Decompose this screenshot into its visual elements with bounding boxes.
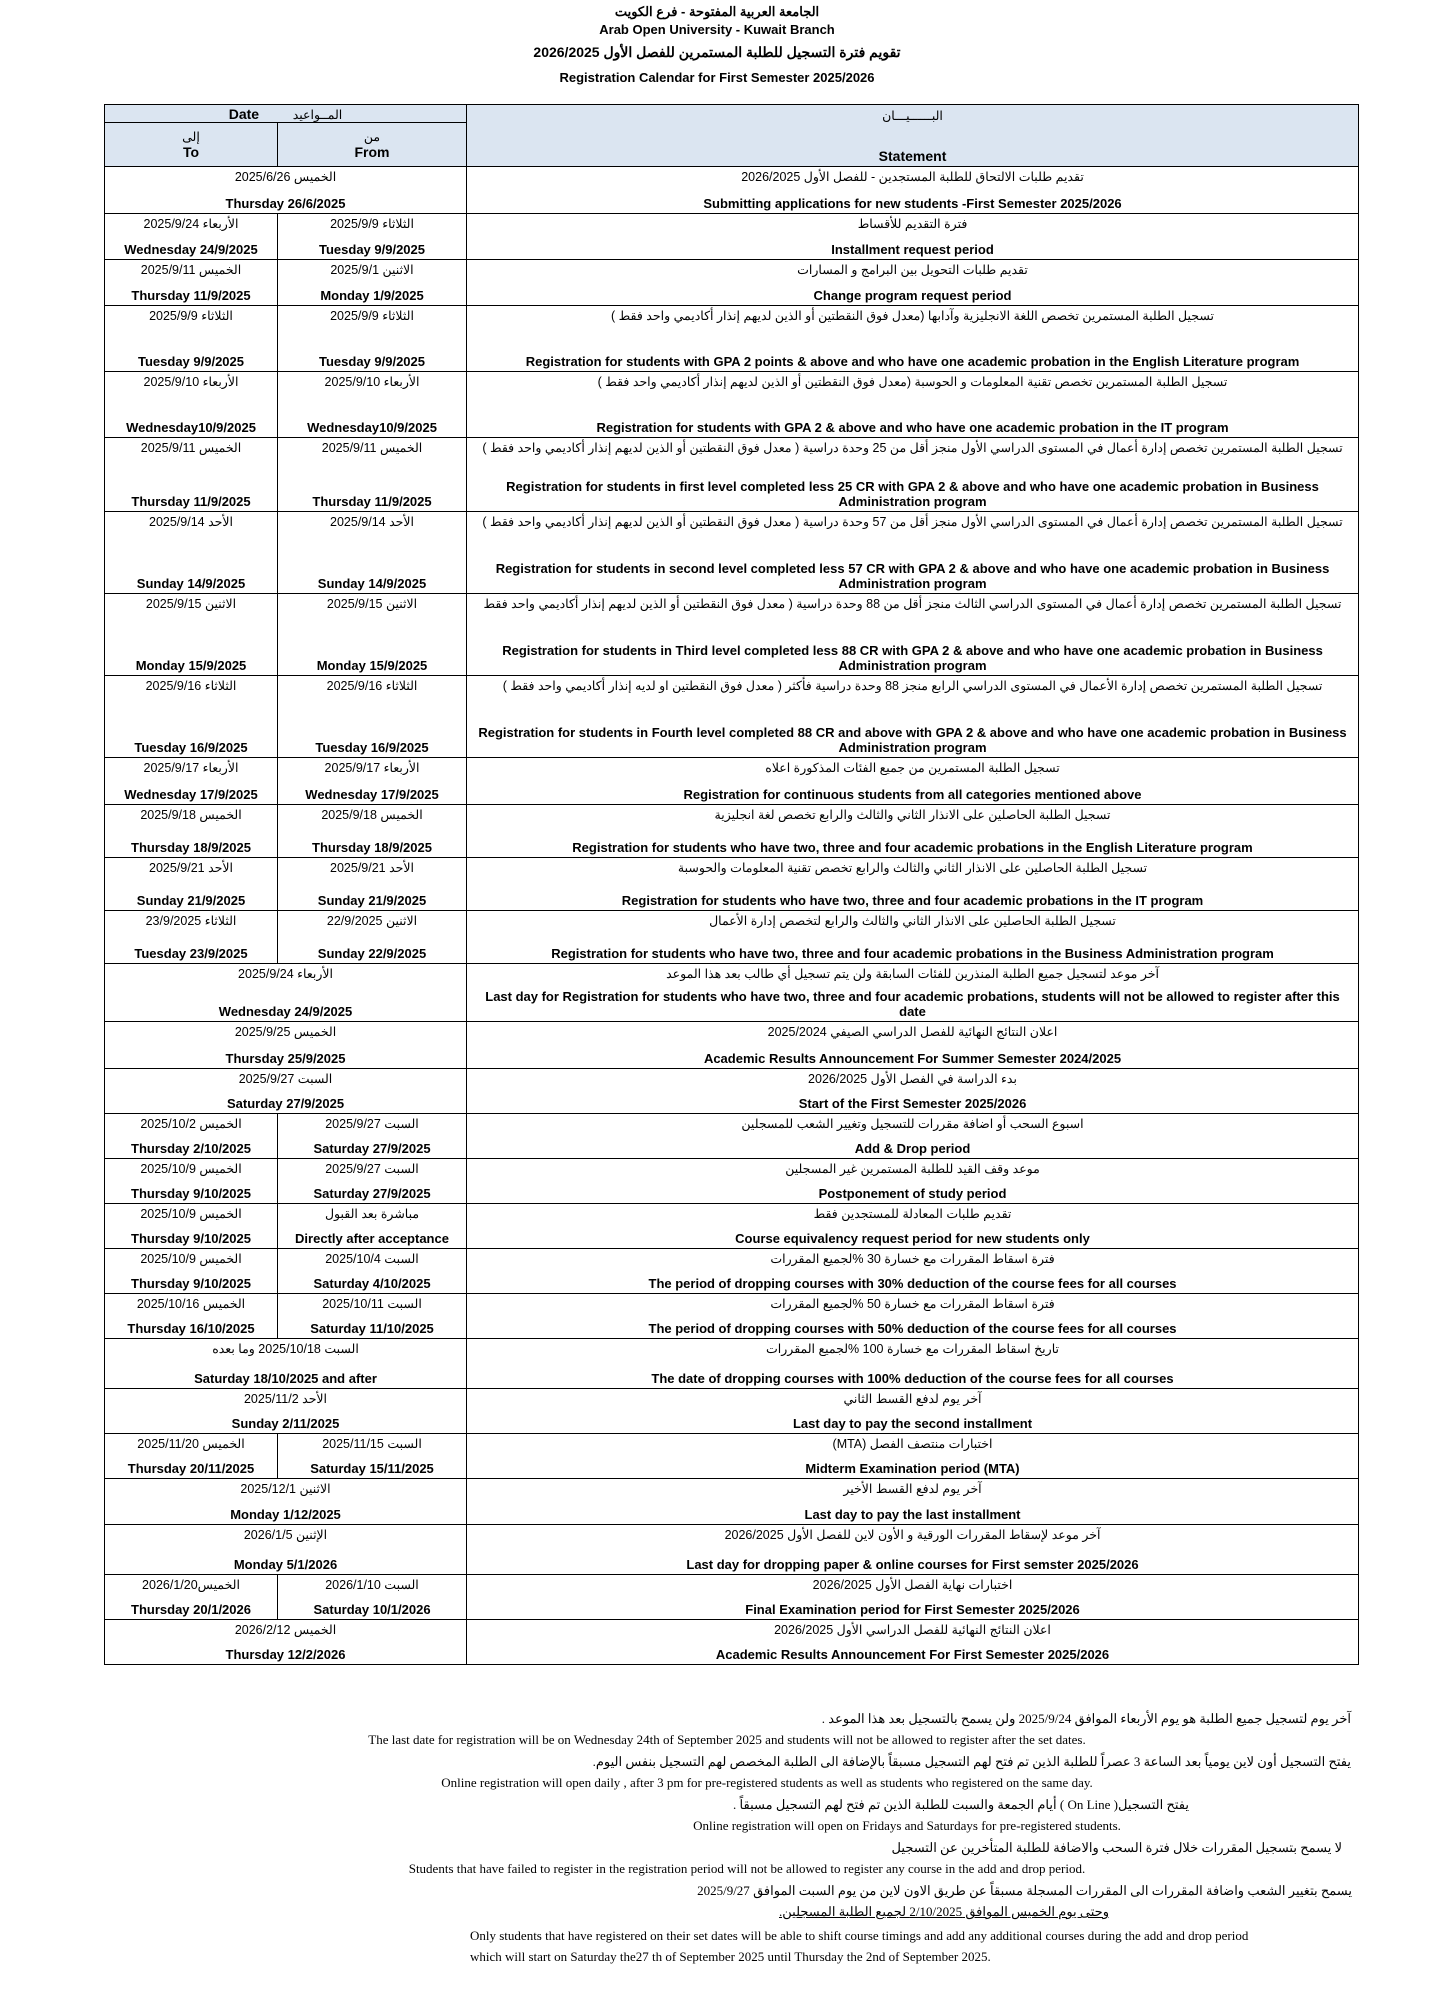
to-date-cell-ar: الخميس2026/1/20 (142, 1577, 240, 1592)
to-date-cell (105, 1159, 278, 1204)
statement-cell (467, 372, 1359, 438)
statement-cell (467, 1434, 1359, 1479)
note-6-ar-text: وحتى يوم الخميس الموافق 2/10/2025 لجميع الطلبة المسجلين. (779, 1904, 1109, 1919)
from-date-cell-en: Saturday 4/10/2025 (313, 1275, 431, 1291)
to-date-cell-ar: الثلاثاء 2025/9/9 (149, 308, 233, 323)
from-date-cell (278, 1159, 467, 1204)
statement-cell (467, 214, 1359, 260)
from-date-cell-ar: الخميس 2025/9/11 (321, 440, 423, 455)
statement-en: Academic Results Announcement For Summer Semester 2024/2025 (703, 1050, 1122, 1066)
to-date-cell-ar: الثلاثاء 2025/9/16 (145, 678, 237, 693)
statement-ar: اختبارات منتصف الفصل (MTA) (832, 1436, 993, 1451)
statement-en: Registration for students in first level completed less 25 CR with GPA 2 & above and who have one academic probation in Business Administration program (506, 478, 1319, 509)
statement-ar: آخر موعد لتسجيل جميع الطلبة المنذرين للفئات السابقة ولن يتم تسجيل أي طالب بعد هذا الموعد (666, 966, 1159, 981)
to-date-cell-ar: الأربعاء 2025/9/24 (143, 216, 239, 231)
date-cell-ar: الاثنين 2025/12/1 (240, 1481, 331, 1496)
university-name-arabic: الجامعة العربية المفتوحة - فرع الكويت (614, 4, 820, 19)
statement-en: The date of dropping courses with 100% deduction of the course fees for all courses (651, 1370, 1174, 1386)
from-date-cell-en: Thursday 11/9/2025 (312, 493, 432, 509)
from-date-cell (278, 858, 467, 911)
to-date-cell-en: Sunday 14/9/2025 (136, 575, 246, 591)
to-date-cell (105, 911, 278, 964)
to-date-cell (105, 1114, 278, 1159)
to-date-cell (105, 858, 278, 911)
calendar-row (105, 1575, 1359, 1620)
date-cell-ar: الخميس 2025/6/26 (234, 169, 337, 184)
statement-cell (467, 1575, 1359, 1620)
statement-cell (467, 1525, 1359, 1575)
date-cell (105, 1022, 467, 1069)
date-cell-ar: الأربعاء 2025/9/24 (238, 966, 333, 981)
date-cell-ar: السبت 2025/9/27 (238, 1071, 333, 1086)
from-date-cell-en: Tuesday 9/9/2025 (319, 353, 425, 369)
from-date-cell (278, 1294, 467, 1339)
date-header (105, 105, 467, 123)
note-2-ar: يفتح التسجيل أون لاين يومياً بعد الساعة 3 عصراً للطلبة الذين تم فتح لهم التسجيل مسبقاً بالإضافة الى الطلبة المخصص لهم التسجيل بنفس اليوم. (592, 1754, 1351, 1769)
calendar-row (105, 1434, 1359, 1479)
statement-cell (467, 306, 1359, 372)
statement-header-ar: البــــــيـــان (882, 108, 943, 123)
statement-en: Midterm Examination period (MTA) (805, 1460, 1020, 1476)
statement-cell (467, 1479, 1359, 1525)
date-cell-ar: الإثنين 2026/1/5 (243, 1527, 328, 1542)
statement-en: Registration for students who have two, three and four academic probations in the Business Administration program (551, 945, 1274, 961)
to-date-cell-ar: الخميس 2025/10/9 (140, 1251, 242, 1266)
statement-ar: موعد وقف القيد للطلبة المستمرين غير المسجلين (785, 1161, 1040, 1176)
statement-en: Registration for students with GPA 2 & above and who have one academic probation in the IT program (596, 419, 1229, 435)
statement-en: Submitting applications for new students -First Semester 2025/2026 (703, 195, 1122, 211)
from-date-cell (278, 1204, 467, 1249)
from-date-cell (278, 438, 467, 512)
statement-ar: تسجيل الطلبة المستمرين تخصص اللغة الانجليزية وآدابها (معدل فوق النقطتين أو الذين لديهم إنذار أكاديمي واحد فقط ) (611, 308, 1214, 323)
to-date-cell-en: Thursday 11/9/2025 (131, 287, 251, 303)
statement-ar: اعلان النتائج النهائية للفصل الدراسي الأول 2026/2025 (774, 1622, 1051, 1637)
from-date-cell-ar: السبت 2025/10/11 (322, 1296, 422, 1311)
statement-en: Registration for continuous students from all categories mentioned above (683, 786, 1142, 802)
from-date-cell-ar: الأحد 2025/9/14 (330, 514, 414, 529)
calendar-row (105, 260, 1359, 306)
statement-cell (467, 911, 1359, 964)
date-cell-en: Saturday 27/9/2025 (226, 1095, 345, 1111)
to-date-cell-en: Thursday 11/9/2025 (131, 493, 251, 509)
date-cell (105, 964, 467, 1022)
calendar-row (105, 1389, 1359, 1434)
statement-ar: تسجيل الطلبة المستمرين تخصص تقنية المعلومات و الحوسبة (معدل فوق النقطتين أو الذين لديهم إنذار أكاديمي واحد فقط ) (597, 374, 1228, 389)
to-date-cell-en: Wednesday 24/9/2025 (124, 241, 258, 257)
from-date-cell-ar: الاثنين 22/9/2025 (326, 913, 418, 928)
from-date-cell (278, 676, 467, 758)
calendar-row (105, 1069, 1359, 1114)
statement-cell (467, 1069, 1359, 1114)
from-date-cell (278, 594, 467, 676)
statement-ar: آخر موعد لإسقاط المقررات الورقية و الأون لاين للفصل الأول 2026/2025 (724, 1527, 1101, 1542)
calendar-row (105, 1249, 1359, 1294)
calendar-row (105, 1159, 1359, 1204)
calendar-row (105, 1294, 1359, 1339)
from-date-cell-ar: الثلاثاء 2025/9/9 (330, 308, 414, 323)
statement-en: Course equivalency request period for new students only (735, 1230, 1090, 1246)
statement-ar: آخر يوم لدفع القسط الأخير (843, 1481, 982, 1496)
to-date-cell-ar: الخميس 2025/11/20 (137, 1436, 245, 1451)
statement-en: Registration for students in second level completed less 57 CR with GPA 2 & above and who have one academic probation in Business Administration program (495, 560, 1330, 591)
statement-ar: تسجيل الطلبة الحاصلين على الانذار الثاني والثالث والرابع تخصص لغة انجليزية (714, 807, 1111, 822)
statement-ar: تسجيل الطلبة المستمرين تخصص إدارة أعمال في المستوى الدراسي الأول منجز أقل من 57 وحدة دراسية ( معدل فوق النقطتين أو الذين لديهم إنذار أكاديمي واحد فقط ) (482, 514, 1343, 529)
calendar-row (105, 805, 1359, 858)
note-1-en: The last date for registration will be on Wednesday 24th of September 2025 and students will not be allowed to register after the set dates. (368, 1732, 1086, 1747)
statement-ar: آخر يوم لدفع القسط الثاني (843, 1391, 982, 1406)
statement-ar: اعلان النتائج النهائية للفصل الدراسي الصيفي 2025/2024 (767, 1024, 1058, 1039)
statement-en: Registration for students in Fourth level completed 88 CR and above with GPA 2 & above and who have one academic probation in Business Administration program (478, 724, 1347, 755)
from-date-cell-en: Tuesday 9/9/2025 (319, 241, 425, 257)
date-cell-ar: الأحد 2025/11/2 (243, 1391, 328, 1406)
calendar-row (105, 1339, 1359, 1389)
to-date-cell (105, 1294, 278, 1339)
from-date-cell (278, 1575, 467, 1620)
calendar-row (105, 911, 1359, 964)
from-date-cell-ar: الاثنين 2025/9/15 (326, 596, 418, 611)
statement-ar: فترة التقديم للأقساط (857, 216, 968, 231)
from-date-cell (278, 512, 467, 594)
to-date-cell-en: Tuesday 9/9/2025 (138, 353, 244, 369)
to-date-cell (105, 1204, 278, 1249)
statement-en: Registration for students who have two, three and four academic probations in the English Literature program (572, 839, 1253, 855)
to-date-cell (105, 260, 278, 306)
from-date-cell-en: Monday 1/9/2025 (320, 287, 424, 303)
statement-cell (467, 1022, 1359, 1069)
from-date-cell-ar: مباشرة بعد القبول (324, 1206, 420, 1221)
statement-cell (467, 1339, 1359, 1389)
from-date-cell-ar: الثلاثاء 2025/9/9 (330, 216, 414, 231)
from-date-cell-en: Thursday 18/9/2025 (312, 839, 432, 855)
statement-cell (467, 594, 1359, 676)
statement-cell (467, 1249, 1359, 1294)
calendar-row (105, 214, 1359, 260)
from-date-cell (278, 1434, 467, 1479)
date-cell-en: Thursday 26/6/2025 (225, 195, 346, 211)
date-cell-en: Saturday 18/10/2025 and after (194, 1370, 377, 1386)
from-date-cell-en: Directly after acceptance (295, 1230, 449, 1246)
statement-en: Last day for dropping paper & online courses for First semster 2025/2026 (686, 1556, 1139, 1572)
statement-cell (467, 1294, 1359, 1339)
note-3-en: Online registration will open on Fridays and Saturdays for pre-registered students. (693, 1818, 1121, 1833)
to-date-cell-en: Thursday 16/10/2025 (127, 1320, 255, 1336)
to-date-cell-en: Wednesday10/9/2025 (126, 419, 256, 435)
to-date-cell-en: Thursday 9/10/2025 (131, 1185, 251, 1201)
from-date-cell (278, 1249, 467, 1294)
to-date-cell-en: Monday 15/9/2025 (135, 657, 247, 673)
date-cell (105, 1339, 467, 1389)
from-date-cell-ar: السبت 2025/10/4 (325, 1251, 419, 1266)
from-header-ar: من (363, 130, 381, 144)
from-date-cell-en: Saturday 27/9/2025 (313, 1185, 431, 1201)
from-date-cell-en: Sunday 22/9/2025 (317, 945, 427, 961)
to-date-cell-en: Thursday 20/11/2025 (127, 1460, 255, 1476)
date-cell-en: Wednesday 24/9/2025 (218, 1003, 353, 1019)
statement-ar: تسجيل الطلبة المستمرين من جميع الفئات المذكورة اعلاه (765, 760, 1060, 775)
to-date-cell-en: Tuesday 23/9/2025 (134, 945, 248, 961)
calendar-title-english: Registration Calendar for First Semester 2025/2026 (559, 70, 875, 85)
to-header-ar: إلى (182, 130, 200, 144)
statement-ar: تسجيل الطلبة المستمرين تخصص إدارة الأعمال في المستوى الدراسي الرابع منجز 88 وحدة دراسية فأكثر ( معدل فوق النقطتين او لديه إنذار أكاديمي واحد فقط ) (502, 678, 1323, 693)
from-date-cell-ar: السبت 2025/11/15 (322, 1436, 422, 1451)
calendar-title-arabic: تقويم فترة التسجيل للطلبة المستمرين للفصل الأول 2026/2025 (533, 44, 901, 60)
statement-en: The period of dropping courses with 50% deduction of the course fees for all courses (648, 1320, 1177, 1336)
statement-en: Last day for Registration for students who have two, three and four academic probations, students will not be allowed to register after this date (485, 988, 1340, 1019)
statement-en: Add & Drop period (854, 1140, 971, 1156)
from-date-cell-ar: الخميس 2025/9/18 (321, 807, 423, 822)
statement-header-en: Statement (878, 147, 947, 164)
statement-ar: تسجيل الطلبة الحاصلين على الانذار الثاني والثالث والرابع تخصص تقنية المعلومات والحوسبة (677, 860, 1148, 875)
statement-cell (467, 167, 1359, 214)
from-date-cell-ar: الثلاثاء 2025/9/16 (326, 678, 418, 693)
date-cell (105, 1389, 467, 1434)
note-4-ar: لا يسمح بتسجيل المقررات خلال فترة السحب والاضافة للطلبة المتأخرين عن التسجيل (891, 1840, 1342, 1855)
statement-en: Postponement of study period (818, 1185, 1007, 1201)
from-date-cell-en: Tuesday 16/9/2025 (315, 739, 429, 755)
statement-cell (467, 1114, 1359, 1159)
date-cell-en: Sunday 2/11/2025 (231, 1415, 340, 1431)
date-cell-en: Monday 5/1/2026 (233, 1556, 338, 1572)
university-name-english: Arab Open University - Kuwait Branch (599, 22, 835, 37)
statement-ar: فترة اسقاط المقررات مع خسارة 50 %لجميع المقررات (770, 1296, 1055, 1311)
to-date-cell-ar: الخميس 2025/9/11 (140, 440, 242, 455)
statement-ar: اسبوع السحب أو اضافة مقررات للتسجيل وتغيير الشعب للمسجلين (741, 1116, 1084, 1131)
to-date-cell (105, 805, 278, 858)
calendar-row (105, 1525, 1359, 1575)
statement-en: Last day to pay the second installment (792, 1415, 1033, 1431)
to-date-cell (105, 306, 278, 372)
date-cell (105, 1525, 467, 1575)
from-date-cell-en: Saturday 10/1/2026 (313, 1601, 431, 1617)
calendar-row (105, 512, 1359, 594)
to-date-cell-ar: الخميس 2025/10/2 (140, 1116, 242, 1131)
statement-ar: تاريخ اسقاط المقررات مع خسارة 100 %لجميع المقررات (766, 1341, 1059, 1356)
to-date-cell-ar: الأحد 2025/9/21 (149, 860, 233, 875)
statement-cell (467, 1389, 1359, 1434)
from-date-cell-en: Saturday 11/10/2025 (310, 1320, 434, 1336)
statement-ar: تقديم طلبات التحويل بين البرامج و المسارات (797, 262, 1028, 277)
registration-calendar-table (104, 104, 1359, 1665)
to-date-cell-en: Thursday 18/9/2025 (131, 839, 251, 855)
from-date-cell-en: Wednesday10/9/2025 (307, 419, 437, 435)
from-date-cell-en: Monday 15/9/2025 (316, 657, 428, 673)
to-date-cell-ar: الخميس 2025/10/9 (140, 1206, 242, 1221)
statement-en: The period of dropping courses with 30% deduction of the course fees for all courses (648, 1275, 1177, 1291)
calendar-row (105, 1620, 1359, 1665)
from-date-cell-ar: الأربعاء 2025/9/17 (324, 760, 420, 775)
calendar-row (105, 758, 1359, 805)
date-cell (105, 1069, 467, 1114)
from-date-cell (278, 260, 467, 306)
calendar-row (105, 1114, 1359, 1159)
statement-en: Academic Results Announcement For First Semester 2025/2026 (715, 1646, 1110, 1662)
to-date-cell-en: Wednesday 17/9/2025 (124, 786, 258, 802)
date-cell-ar: الخميس 2025/9/25 (234, 1024, 337, 1039)
from-date-cell-en: Saturday 15/11/2025 (310, 1460, 434, 1476)
from-date-cell (278, 1114, 467, 1159)
to-header-en: To (182, 144, 200, 160)
calendar-rows (105, 167, 1359, 1665)
from-date-cell-en: Sunday 14/9/2025 (317, 575, 427, 591)
date-cell-en: Thursday 12/2/2026 (225, 1646, 346, 1662)
statement-ar: تسجيل الطلبة الحاصلين على الانذار الثاني والثالث والرابع لتخصص إدارة الأعمال (709, 913, 1116, 928)
statement-cell (467, 676, 1359, 758)
statement-ar: تسجيل الطلبة المستمرين تخصص إدارة أعمال في المستوى الدراسي الأول منجز أقل من 25 وحدة دراسية ( معدل فوق النقطتين أو الذين لديهم إنذار أكاديمي واحد فقط ) (482, 440, 1343, 455)
calendar-row (105, 1479, 1359, 1525)
note-8-en: which will start on Saturday the27 th of September 2025 until Thursday the 2nd of September 2025. (470, 1949, 991, 1964)
statement-en: Final Examination period for First Semester 2025/2026 (745, 1601, 1080, 1617)
to-date-cell-ar: الخميس 2025/9/11 (140, 262, 242, 277)
statement-cell (467, 1204, 1359, 1249)
date-header-en: Date (228, 105, 260, 122)
to-date-cell-ar: الثلاثاء 23/9/2025 (145, 913, 237, 928)
statement-en: Last day to pay the last installment (804, 1506, 1021, 1522)
from-date-cell-en: Saturday 27/9/2025 (313, 1140, 431, 1156)
from-date-cell-en: Wednesday 17/9/2025 (305, 786, 439, 802)
from-date-cell (278, 214, 467, 260)
note-6-ar (779, 1904, 1109, 1920)
date-cell-en: Thursday 25/9/2025 (225, 1050, 346, 1066)
statement-cell (467, 512, 1359, 594)
from-date-cell-ar: الأحد 2025/9/21 (330, 860, 414, 875)
date-cell-ar: الخميس 2026/2/12 (234, 1622, 337, 1637)
to-date-cell (105, 512, 278, 594)
statement-ar: فترة اسقاط المقررات مع خسارة 30 %لجميع المقررات (770, 1251, 1055, 1266)
statement-cell (467, 438, 1359, 512)
from-date-cell-ar: السبت 2026/1/10 (325, 1577, 419, 1592)
calendar-row (105, 594, 1359, 676)
to-date-cell-ar: الأحد 2025/9/14 (149, 514, 233, 529)
to-date-cell-en: Thursday 2/10/2025 (131, 1140, 251, 1156)
to-date-cell-ar: الخميس 2025/10/16 (136, 1296, 246, 1311)
date-cell (105, 167, 467, 214)
date-cell-en: Monday 1/12/2025 (230, 1506, 341, 1522)
to-date-cell (105, 1434, 278, 1479)
statement-ar: اختبارات نهاية الفصل الأول 2026/2025 (812, 1577, 1013, 1592)
to-date-cell (105, 676, 278, 758)
from-date-cell (278, 911, 467, 964)
statement-ar: تقديم طلبات المعادلة للمستجدين فقط (813, 1206, 1012, 1221)
note-7-en: Only students that have registered on their set dates will be able to shift course timings and add any additional courses during the add and drop period (470, 1928, 1249, 1943)
date-cell-ar: السبت 2025/10/18 وما بعده (212, 1341, 359, 1356)
calendar-row (105, 1022, 1359, 1069)
statement-en: Installment request period (831, 241, 994, 257)
statement-cell (467, 758, 1359, 805)
note-3-ar: يفتح التسجيل( On Line ) أيام الجمعة والسبت للطلبة الذين تم فتح لهم التسجيل مسبقاً . (733, 1797, 1189, 1812)
statement-en: Registration for students who have two, three and four academic probations in the IT program (621, 892, 1204, 908)
to-header (105, 123, 278, 167)
to-date-cell (105, 758, 278, 805)
calendar-row (105, 372, 1359, 438)
from-date-cell (278, 758, 467, 805)
calendar-row (105, 676, 1359, 758)
to-date-cell (105, 372, 278, 438)
calendar-row (105, 438, 1359, 512)
to-date-cell-en: Tuesday 16/9/2025 (134, 739, 248, 755)
statement-cell (467, 1620, 1359, 1665)
statement-cell (467, 805, 1359, 858)
note-5-ar: يسمح بتغيير الشعب واضافة المقررات الى المقررات المسجلة مسبقاً عن طريق الاون لاين من يوم السبت الموافق 2025/9/27 (697, 1883, 1352, 1898)
from-date-cell (278, 805, 467, 858)
from-date-cell-ar: السبت 2025/9/27 (325, 1161, 419, 1176)
calendar-row (105, 964, 1359, 1022)
statement-ar: تسجيل الطلبة المستمرين تخصص إدارة أعمال في المستوى الدراسي الثالث منجز أقل من 88 وحدة دراسية ( معدل فوق النقطتين أو الذين لديهم إنذار أكاديمي واحد فقط (483, 596, 1342, 611)
date-cell (105, 1479, 467, 1525)
statement-cell (467, 260, 1359, 306)
calendar-row (105, 167, 1359, 214)
statement-cell (467, 858, 1359, 911)
to-date-cell (105, 438, 278, 512)
to-date-cell-en: Thursday 20/1/2026 (131, 1601, 251, 1617)
to-date-cell (105, 594, 278, 676)
from-header (278, 123, 467, 167)
to-date-cell-en: Sunday 21/9/2025 (136, 892, 246, 908)
statement-en: Registration for students in Third level completed less 88 CR with GPA 2 & above and who have one academic probation in Business Administration program (502, 642, 1323, 673)
from-date-cell-ar: الأربعاء 2025/9/10 (324, 374, 420, 389)
note-4-en: Students that have failed to register in the registration period will not be allowed to register any course in the add and drop period. (408, 1861, 1086, 1876)
statement-cell (467, 964, 1359, 1022)
to-date-cell-en: Thursday 9/10/2025 (131, 1275, 251, 1291)
calendar-row (105, 306, 1359, 372)
statement-en: Start of the First Semester 2025/2026 (798, 1095, 1027, 1111)
from-date-cell-ar: الاثنين 2025/9/1 (330, 262, 414, 277)
date-header-ar: المــواعيد (292, 107, 343, 122)
from-date-cell (278, 372, 467, 438)
to-date-cell (105, 1249, 278, 1294)
to-date-cell-en: Thursday 9/10/2025 (131, 1230, 251, 1246)
statement-cell (467, 1159, 1359, 1204)
note-1-ar: آخر يوم لتسجيل جميع الطلبة هو يوم الأربعاء الموافق 2025/9/24 ولن يسمح بالتسجيل بعد هذا الموعد . (821, 1711, 1351, 1726)
statement-en: Registration for students with GPA 2 points & above and who have one academic probation in the English Literature program (525, 353, 1300, 369)
calendar-row (105, 858, 1359, 911)
to-date-cell-ar: الأربعاء 2025/9/10 (143, 374, 239, 389)
to-date-cell-ar: الاثنين 2025/9/15 (145, 596, 237, 611)
to-date-cell-ar: الأربعاء 2025/9/17 (143, 760, 239, 775)
to-date-cell-ar: الخميس 2025/10/9 (140, 1161, 242, 1176)
to-date-cell (105, 1575, 278, 1620)
note-2-en: Online registration will open daily , after 3 pm for pre-registered students as well as students who registered on the same day. (441, 1775, 1093, 1790)
from-date-cell-ar: السبت 2025/9/27 (325, 1116, 419, 1131)
date-cell (105, 1620, 467, 1665)
statement-header (467, 105, 1359, 167)
from-date-cell-en: Sunday 21/9/2025 (317, 892, 427, 908)
to-date-cell (105, 214, 278, 260)
statement-en: Change program request period (813, 287, 1012, 303)
from-date-cell (278, 306, 467, 372)
from-header-en: From (354, 144, 390, 160)
calendar-row (105, 1204, 1359, 1249)
to-date-cell-ar: الخميس 2025/9/18 (140, 807, 242, 822)
statement-ar: بدء الدراسة في الفصل الأول 2026/2025 (808, 1071, 1017, 1086)
statement-ar: تقديم طلبات الالتحاق للطلبة المستجدين - للفصل الأول 2026/2025 (741, 169, 1084, 184)
